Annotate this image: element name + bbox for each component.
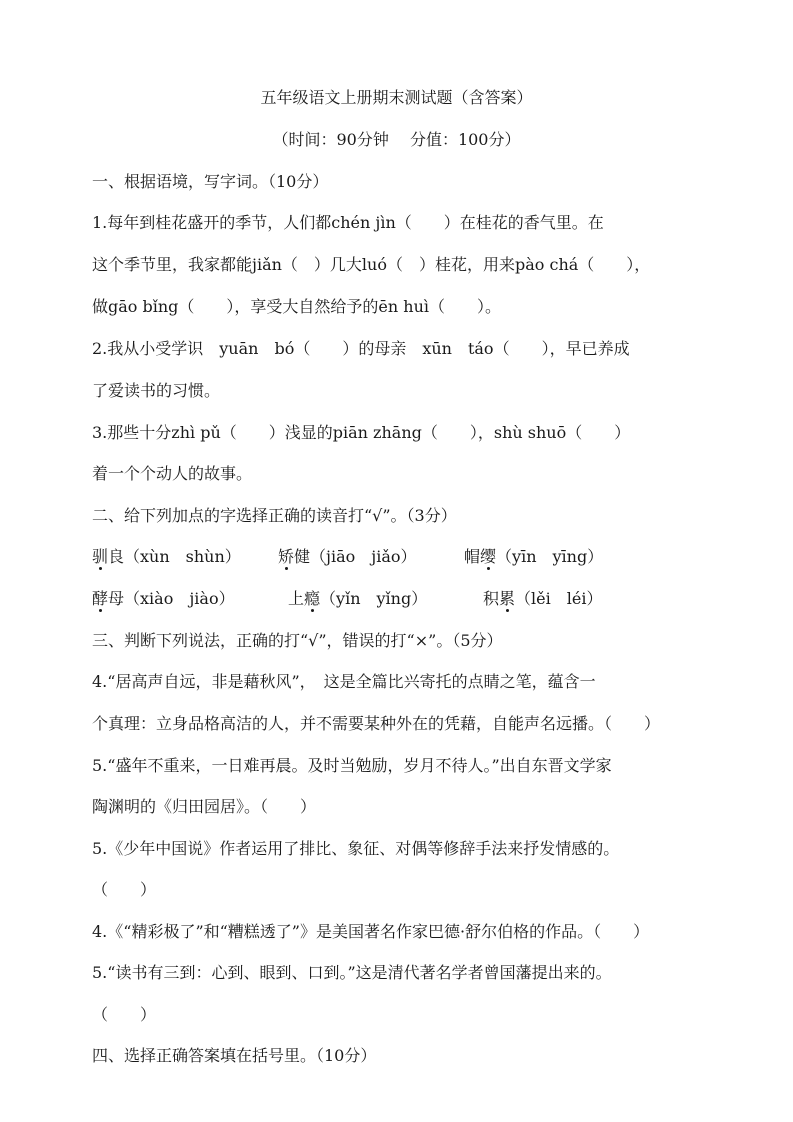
- judge-line: 5.《少年中国说》作者运用了排比、象征、对偶等修辞手法来抒发情感的。: [92, 839, 620, 858]
- dotted-char: 缨: [480, 547, 497, 566]
- judge-line: 陶渊明的《归田园居》。（ ）: [92, 797, 317, 816]
- q2-line1: 2.我从小受学识 yuān bó（ ）的母亲 xūn táo（ ），早已养成: [92, 339, 630, 358]
- dotted-char: 酵: [92, 589, 109, 608]
- section1-heading: 一、根据语境，写字词。（10分）: [92, 172, 329, 191]
- pinyin-item: 矫健（jiāo jiǎo）: [278, 547, 417, 566]
- q3-line1: 3.那些十分zhì pǔ（ ）浅显的piān zhāng（ ），shù shuō（ ）: [92, 423, 631, 442]
- pinyin-item: 帽缨（yīn yīng）: [464, 547, 604, 566]
- judge-line: 5.“读书有三到：心到、眼到、口到。”这是清代著名学者曾国藩提出来的。: [92, 963, 612, 982]
- judge-line: 5.“盛年不重来，一日难再晨。及时当勉励，岁月不待人。”出自东晋文学家: [92, 756, 612, 775]
- judge-line: （ ）: [92, 880, 157, 899]
- dotted-char: 瘾: [304, 589, 321, 608]
- pinyin-item: 酵母（xiào jiào）: [92, 589, 235, 608]
- section3-heading: 三、判断下列说法，正确的打“√”，错误的打“×”。（5分）: [92, 631, 503, 650]
- page-subtitle: （时间：90分钟 分值：100分）: [272, 130, 521, 149]
- section2-heading: 二、给下列加点的字选择正确的读音打“√”。（3分）: [92, 506, 457, 525]
- judge-line: 4.“居高声自远，非是藉秋风”， 这是全篇比兴寄托的点睛之笔，蕴含一: [92, 672, 596, 691]
- judge-line: （ ）: [92, 1005, 157, 1024]
- q1-line3: 做gāo bǐng（ ），享受大自然给予的ēn huì（ ）。: [92, 297, 501, 316]
- section4-heading: 四、选择正确答案填在括号里。（10分）: [92, 1046, 377, 1065]
- pinyin-item: 驯良（xùn shùn）: [92, 547, 241, 566]
- q1-line1: 1.每年到桂花盛开的季节，人们都chén jìn（ ）在桂花的香气里。在: [92, 213, 604, 232]
- pinyin-item: 积累（lěi léi）: [483, 589, 603, 608]
- q2-line2: 了爱读书的习惯。: [92, 381, 221, 400]
- dotted-char: 矫: [278, 547, 295, 566]
- judge-line: 4.《“精彩极了”和“糟糕透了”》是美国著名作家巴德·舒尔伯格的作品。（ ）: [92, 922, 650, 941]
- q3-line2: 着一个个动人的故事。: [92, 464, 253, 483]
- q1-line2: 这个季节里，我家都能jiǎn（ ）几大luó（ ）桂花，用来pào chá（ ），: [92, 255, 651, 274]
- judge-line: 个真理：立身品格高洁的人，并不需要某种外在的凭藉，自能声名远播。（ ）: [92, 714, 661, 733]
- dotted-char: 驯: [92, 547, 109, 566]
- page-title: 五年级语文上册期末测试题（含答案）: [260, 88, 533, 107]
- dotted-char: 累: [499, 589, 516, 608]
- pinyin-item: 上瘾（yǐn yǐng）: [288, 589, 428, 608]
